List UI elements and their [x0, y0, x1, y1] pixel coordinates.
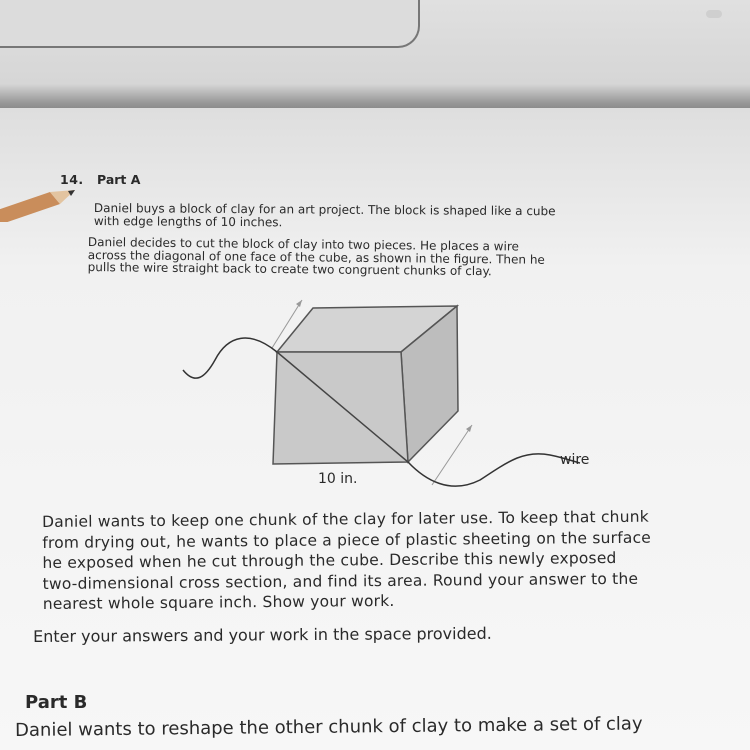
- cube-front-face: [273, 352, 408, 464]
- task-paragraph: Daniel wants to keep one chunk of the clay for later use. To keep that chunk from drying out, he wants to place a piece of plastic sheeting on the surface he exposed when he cut through the cube. Describe this newly exposed two-dimensional cross section, and find its area. Round your answer to the nearest whole square inch. Show your work.: [42, 507, 652, 613]
- answer-instruction: Enter your answers and your work in the space provided.: [33, 623, 492, 646]
- laptop-indicator: [706, 10, 722, 18]
- wire-left: [183, 338, 277, 378]
- arrow-head-top: [296, 300, 302, 307]
- cube-figure: [180, 290, 620, 500]
- wire-right: [408, 454, 580, 486]
- question-number: 14.: [60, 172, 84, 187]
- wire-arrow-bottom: [432, 425, 472, 485]
- part-b-text: Daniel wants to reshape the other chunk of clay to make a set of clay: [15, 713, 643, 741]
- part-a-heading: Part A: [97, 172, 141, 187]
- setup-paragraph: Daniel decides to cut the block of clay into two pieces. He places a wire across the diagonal of one face of the cube, as shown in the figure. Then he pulls the wire straight back to create two congruent chunks of clay.: [87, 235, 545, 279]
- pencil-icon: [0, 182, 90, 222]
- arrow-head-bottom: [466, 425, 472, 432]
- part-b-heading: Part B: [25, 692, 88, 713]
- edge-length-label: 10 in.: [318, 471, 358, 487]
- wire-label: wire: [560, 452, 590, 468]
- laptop-screen-frame: [0, 0, 420, 48]
- intro-paragraph: Daniel buys a block of clay for an art project. The block is shaped like a cube with edge lengths of 10 inches.: [93, 201, 556, 229]
